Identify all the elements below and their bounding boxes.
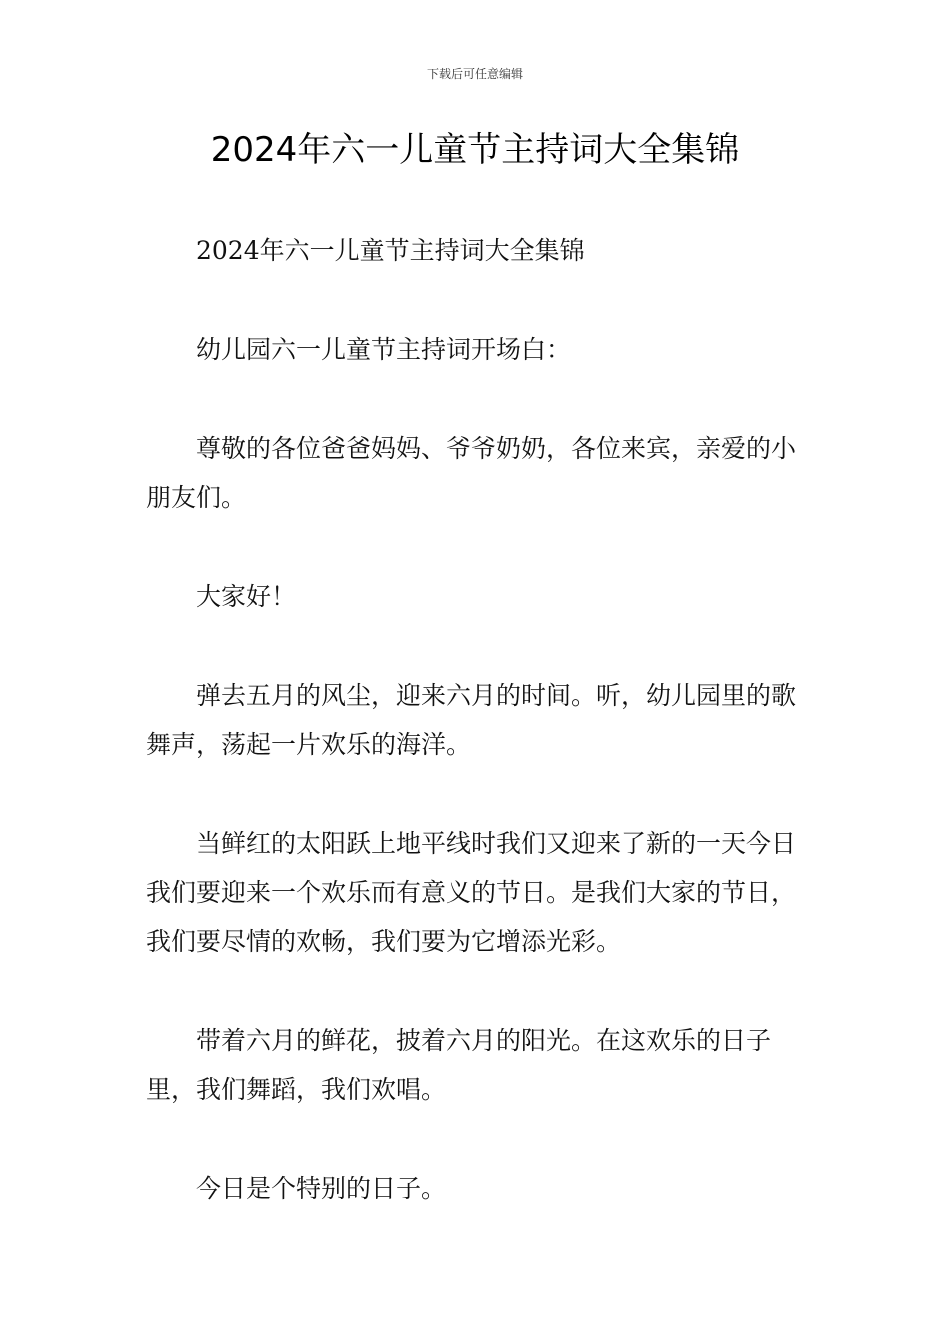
paragraph-hello: 大家好！ — [196, 582, 297, 611]
paragraph-special-day: 今日是个特别的日子。 — [196, 1174, 447, 1203]
paragraph-june: 弹去五月的风尘，迎来六月的时间。听，幼儿园里的歌舞声，荡起一片欢乐的海洋。 — [146, 681, 797, 759]
paragraph-greeting: 尊敬的各位爸爸妈妈、爷爷奶奶，各位来宾，亲爱的小朋友们。 — [146, 434, 797, 512]
paragraph-opening-heading: 幼儿园六一儿童节主持词开场白： — [196, 335, 572, 364]
paragraph-subtitle: 2024年六一儿童节主持词大全集锦 — [196, 236, 585, 265]
document-title: 2024年六一儿童节主持词大全集锦 — [210, 130, 740, 170]
paragraph-flowers: 带着六月的鲜花，披着六月的阳光。在这欢乐的日子里，我们舞蹈，我们欢唱。 — [146, 1026, 772, 1104]
document-body — [146, 226, 808, 1263]
paragraph-sunrise: 当鲜红的太阳跃上地平线时我们又迎来了新的一天今日我们要迎来一个欢乐而有意义的节日。是我们大家的节日，我们要尽情的欢畅，我们要为它增添光彩。 — [146, 829, 797, 956]
page-header-note: 下载后可任意编辑 — [426, 67, 523, 81]
